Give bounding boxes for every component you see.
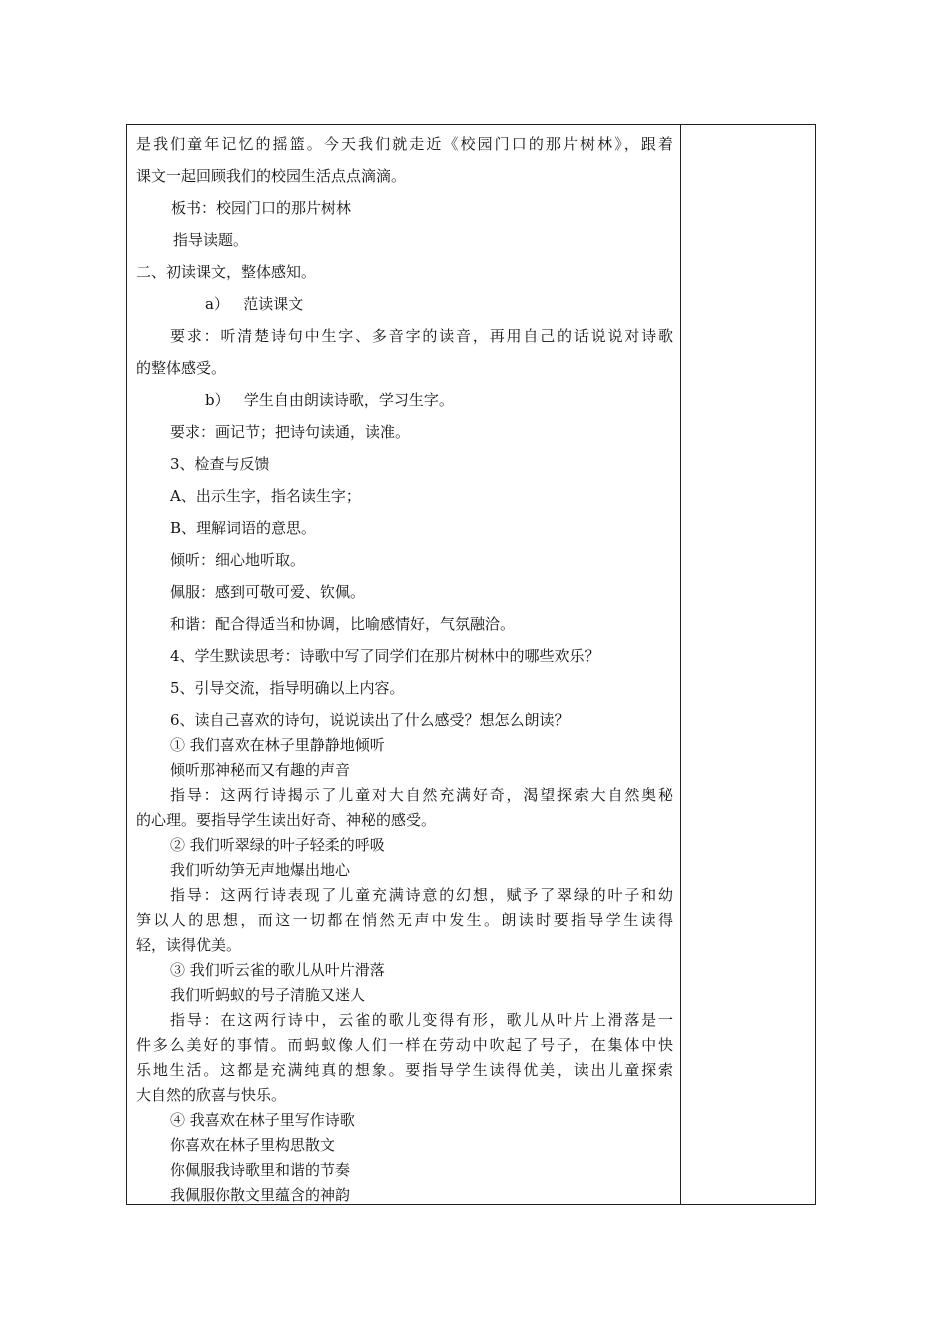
text-line: 5、引导交流，指导明确以上内容。 bbox=[170, 679, 405, 697]
poem-line: 我们听蚂蚁的号子清脆又迷人 bbox=[170, 986, 366, 1004]
poem-line: ② 我们听翠绿的叶子轻柔的呼吸 bbox=[170, 836, 385, 854]
text-line: 佩服：感到可敬可爱、钦佩。 bbox=[170, 583, 366, 601]
text-line: 是我们童年记忆的摇篮。今天我们就走近《校园门口的那片树林》，跟着 bbox=[136, 135, 673, 153]
text-line: 课文一起回顾我们的校园生活点点滴滴。 bbox=[136, 167, 407, 185]
text-line: 轻，读得优美。 bbox=[136, 936, 242, 954]
poem-line: 你佩服我诗歌里和谐的节奏 bbox=[170, 1161, 351, 1179]
text-line: 指导：这两行诗揭示了儿童对大自然充满好奇，渴望探索大自然奥秘 bbox=[170, 786, 673, 804]
text-line: 3、检查与反馈 bbox=[170, 455, 270, 473]
text-line: 的整体感受。 bbox=[136, 359, 227, 377]
text-line: 笋以人的思想，而这一切都在悄然无声中发生。朗读时要指导学生读得 bbox=[136, 911, 673, 929]
poem-line: ④ 我喜欢在林子里写作诗歌 bbox=[170, 1111, 355, 1129]
poem-line: 你喜欢在林子里构思散文 bbox=[170, 1136, 336, 1154]
text-line: 4、学生默读思考：诗歌中写了同学们在那片树林中的哪些欢乐？ bbox=[170, 647, 600, 665]
text-line: 倾听：细心地听取。 bbox=[170, 551, 306, 569]
text-line: b） 学生自由朗读诗歌，学习生字。 bbox=[205, 391, 454, 409]
text-line: B、理解词语的意思。 bbox=[170, 519, 317, 537]
text-line: 6、读自己喜欢的诗句，说说读出了什么感受？想怎么朗读？ bbox=[170, 711, 570, 729]
text-line: 板书：校园门口的那片树林 bbox=[171, 199, 352, 217]
text-line: 要求：听清楚诗句中生字、多音字的读音，再用自己的话说说对诗歌 bbox=[170, 327, 673, 345]
text-line: 大自然的欣喜与快乐。 bbox=[136, 1086, 287, 1104]
text-line: 和谐：配合得适当和协调，比喻感情好，气氛融洽。 bbox=[170, 615, 516, 633]
text-line: A、出示生字，指名读生字； bbox=[170, 487, 361, 505]
text-line: 件多么美好的事情。而蚂蚁像人们一样在劳动中吹起了号子，在集体中快 bbox=[136, 1036, 673, 1054]
text-line: 乐地生活。这都是充满纯真的想象。要指导学生读得优美，读出儿童探索 bbox=[136, 1061, 673, 1079]
text-line: 要求：画记节；把诗句读通，读准。 bbox=[170, 423, 411, 441]
notes-cell bbox=[681, 125, 815, 1204]
poem-line: 倾听那神秘而又有趣的声音 bbox=[170, 761, 351, 779]
poem-line: ③ 我们听云雀的歌儿从叶片滑落 bbox=[170, 961, 385, 979]
text-line: 指导：在这两行诗中，云雀的歌儿变得有形，歌儿从叶片上滑落是一 bbox=[170, 1011, 673, 1029]
text-line: a） 范读课文 bbox=[205, 295, 304, 313]
poem-line: ① 我们喜欢在林子里静静地倾听 bbox=[170, 736, 385, 754]
lesson-plan-table bbox=[126, 124, 816, 1205]
text-line: 的心理。要指导学生读出好奇、神秘的感受。 bbox=[136, 811, 437, 829]
text-line: 指导：这两行诗表现了儿童充满诗意的幻想，赋予了翠绿的叶子和幼 bbox=[170, 886, 673, 904]
section-heading: 二、初读课文，整体感知。 bbox=[136, 263, 317, 281]
text-line: 指导读题。 bbox=[173, 231, 249, 249]
poem-line: 我们听幼笋无声地爆出地心 bbox=[170, 861, 351, 879]
poem-line: 我佩服你散文里蕴含的神韵 bbox=[170, 1186, 351, 1204]
content-cell bbox=[127, 125, 680, 1204]
